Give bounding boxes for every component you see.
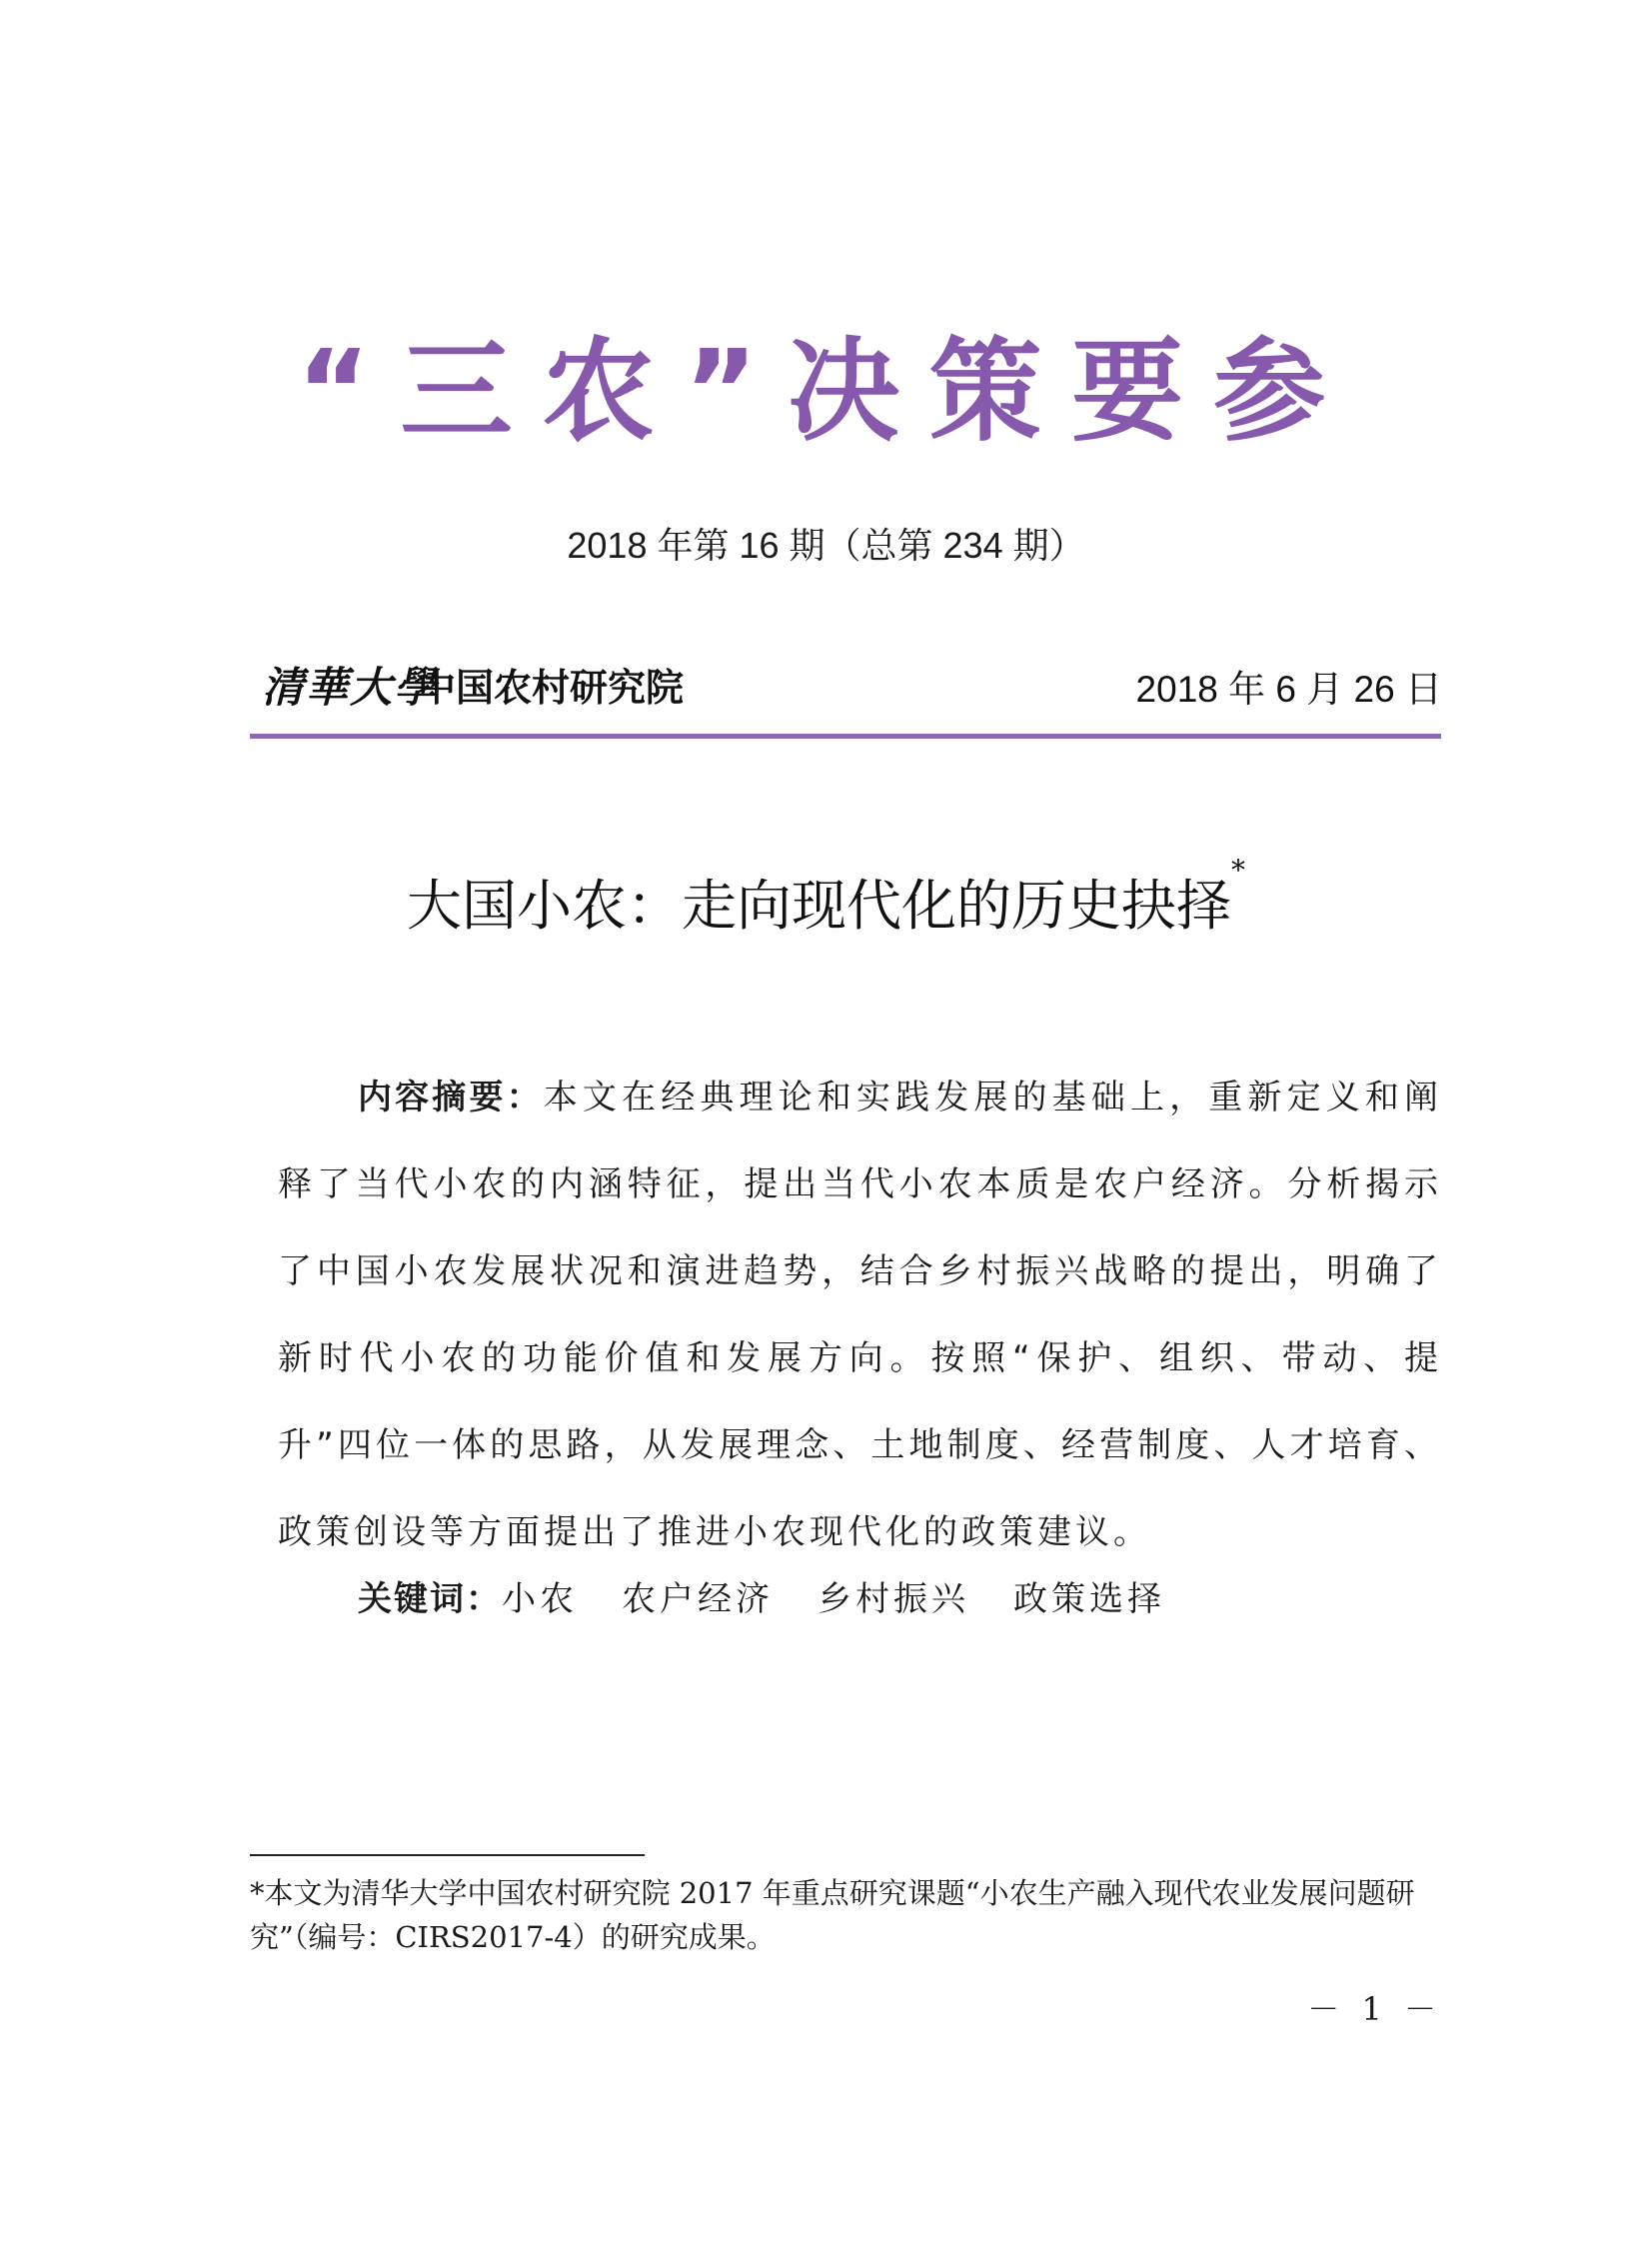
keywords <box>358 1571 1209 1620</box>
footnote: *本文为清华大学中国农村研究院 2017 年重点研究课题“小农生产融入现代农业发展问题研究”（编号：CIRS2017-4）的研究成果。 <box>250 1876 1415 1954</box>
abstract <box>278 1055 1442 1576</box>
institute-name: 中国农村研究院 <box>418 665 685 710</box>
keyword: 乡村振兴 <box>818 1579 969 1619</box>
masthead-title: “三农”决策要参 <box>296 327 1356 457</box>
page-number: － 1 － <box>1307 1990 1442 2028</box>
article-title <box>0 854 1652 941</box>
abstract-text: 本文在经典理论和实践发展的基础上，重新定义和阐释了当代小农的内涵特征，提出当代小农本质是农户经济。分析揭示了中国小农发展状况和演进趋势，结合乡村振兴战略的提出，明确了新时代小农的功能价值和发展方向。按照“保护、组织、带动、提升”四位一体的思路，从发展理念、土地制度、经营制度、人才培育、政策创设等方面提出了推进小农现代化的政策建议。 <box>278 1078 1443 1552</box>
footnote-marker: * <box>1231 854 1245 887</box>
keyword: 政策选择 <box>1013 1579 1165 1619</box>
article-title-text: 大国小农：走向现代化的历史抉择 <box>406 874 1231 938</box>
keyword: 农户经济 <box>622 1579 774 1619</box>
keyword: 小农 <box>502 1579 578 1619</box>
keywords-label: 关键词： <box>358 1579 502 1619</box>
issue-number: 2018 年第 16 期（总第 234 期） <box>567 525 1085 566</box>
footnote-divider <box>250 1854 645 1856</box>
header-divider <box>250 734 1441 739</box>
publication-date: 2018 年 6 月 26 日 <box>1135 669 1442 710</box>
abstract-label: 内容摘要： <box>358 1078 544 1118</box>
university-logo: 清華大學 <box>262 663 439 712</box>
